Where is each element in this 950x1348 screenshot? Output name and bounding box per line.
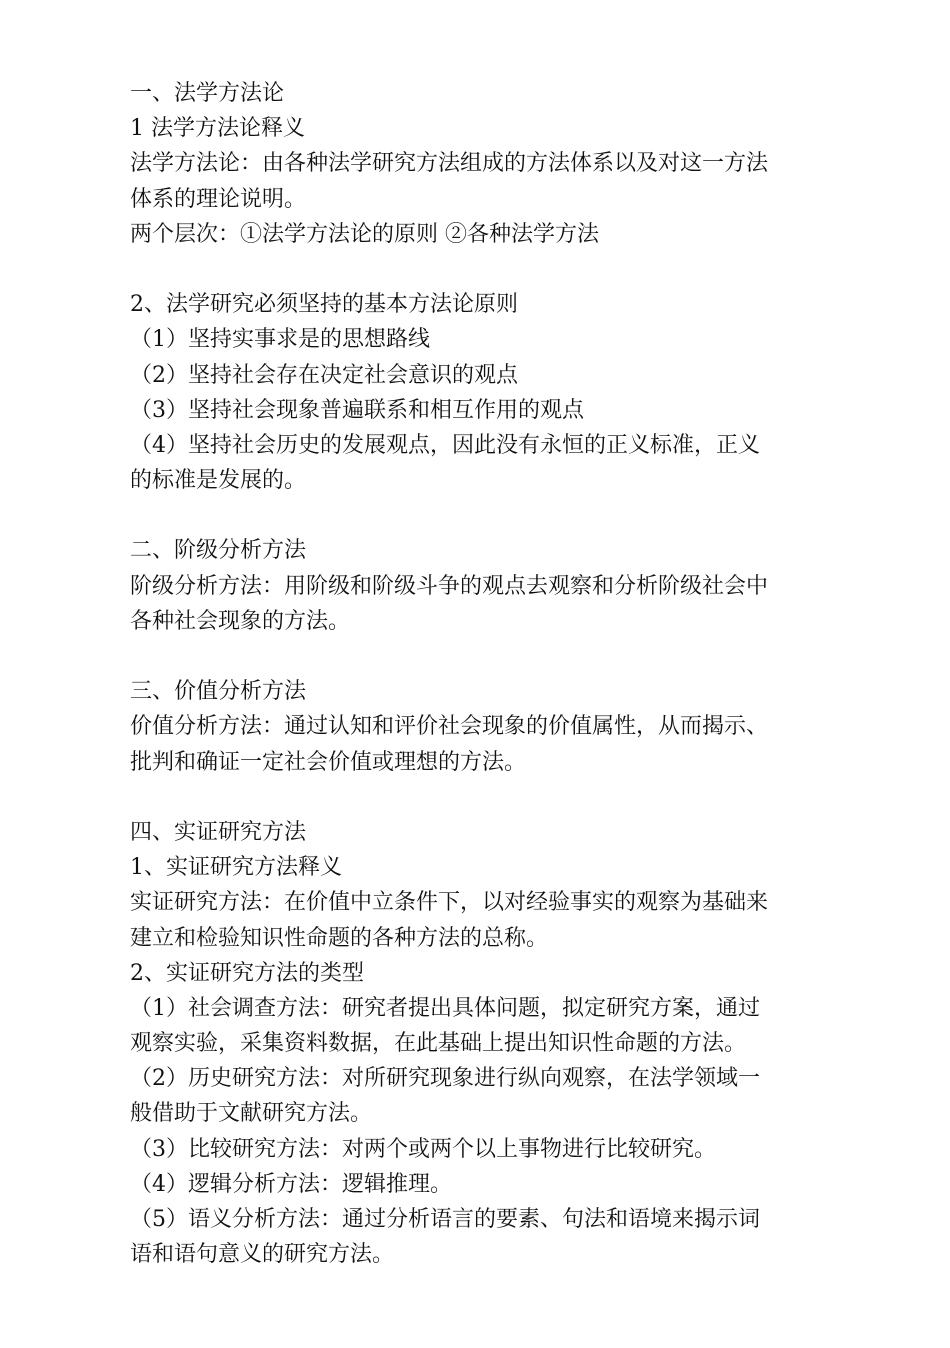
empirical-definition-line-1: 实证研究方法：在价值中立条件下，以对经验事实的观察为基础来 — [130, 890, 769, 916]
blank-line — [130, 252, 830, 287]
principle-item-1: （1）坚持实事求是的思想路线 — [130, 327, 430, 353]
subheading-empirical-definition: 1、实证研究方法释义 — [130, 855, 342, 881]
section-heading-class-analysis: 二、阶级分析方法 — [130, 538, 307, 564]
methodology-levels: 两个层次：①法学方法论的原则 ②各种法学方法 — [130, 221, 599, 247]
blank-line — [130, 498, 830, 533]
principle-item-4-line-2: 的标准是发展的。 — [130, 468, 307, 494]
type-item-1-line-1: （1）社会调查方法：研究者提出具体问题，拟定研究方案，通过 — [130, 995, 760, 1021]
type-item-4: （4）逻辑分析方法：逻辑推理。 — [130, 1171, 452, 1197]
value-analysis-definition-line-1: 价值分析方法：通过认知和评价社会现象的价值属性，从而揭示、 — [130, 714, 769, 740]
subheading-empirical-types: 2、实证研究方法的类型 — [130, 960, 364, 986]
methodology-definition-line-1: 法学方法论：由各种法学研究方法组成的方法体系以及对这一方法 — [130, 151, 769, 177]
class-analysis-definition-line-2: 各种社会现象的方法。 — [130, 608, 351, 634]
type-item-1-line-2: 观察实验，采集资料数据，在此基础上提出知识性命题的方法。 — [130, 1031, 747, 1057]
section-heading-value-analysis: 三、价值分析方法 — [130, 679, 307, 705]
principle-item-3: （3）坚持社会现象普遍联系和相互作用的观点 — [130, 397, 584, 423]
type-item-2-line-1: （2）历史研究方法：对所研究现象进行纵向观察，在法学领域一 — [130, 1066, 760, 1092]
blank-line — [130, 639, 830, 674]
section-heading-empirical-research: 四、实证研究方法 — [130, 819, 307, 845]
document-body — [130, 76, 830, 1272]
type-item-5-line-1: （5）语义分析方法：通过分析语言的要素、句法和语境来揭示词 — [130, 1207, 760, 1232]
value-analysis-definition-line-2: 批判和确证一定社会价值或理想的方法。 — [130, 749, 527, 775]
type-item-2-line-2: 般借助于文献研究方法。 — [130, 1101, 373, 1127]
class-analysis-definition-line-1: 阶级分析方法：用阶级和阶级斗争的观点去观察和分析阶级社会中 — [130, 573, 769, 599]
principle-item-2: （2）坚持社会存在决定社会意识的观点 — [130, 362, 518, 388]
blank-line — [130, 780, 830, 815]
type-item-5-line-2: 语和语句意义的研究方法。 — [130, 1242, 395, 1268]
subheading-methodology-definition: 1 法学方法论释义 — [130, 116, 305, 142]
empirical-definition-line-2: 建立和检验知识性命题的各种方法的总称。 — [130, 925, 549, 951]
methodology-definition-line-2: 体系的理论说明。 — [130, 186, 307, 212]
principle-item-4-line-1: （4）坚持社会历史的发展观点，因此没有永恒的正义标准，正义 — [130, 432, 760, 458]
subheading-methodology-principles: 2、法学研究必须坚持的基本方法论原则 — [130, 292, 518, 318]
section-heading-methodology: 一、法学方法论 — [130, 81, 285, 106]
type-item-3: （3）比较研究方法：对两个或两个以上事物进行比较研究。 — [130, 1136, 716, 1162]
